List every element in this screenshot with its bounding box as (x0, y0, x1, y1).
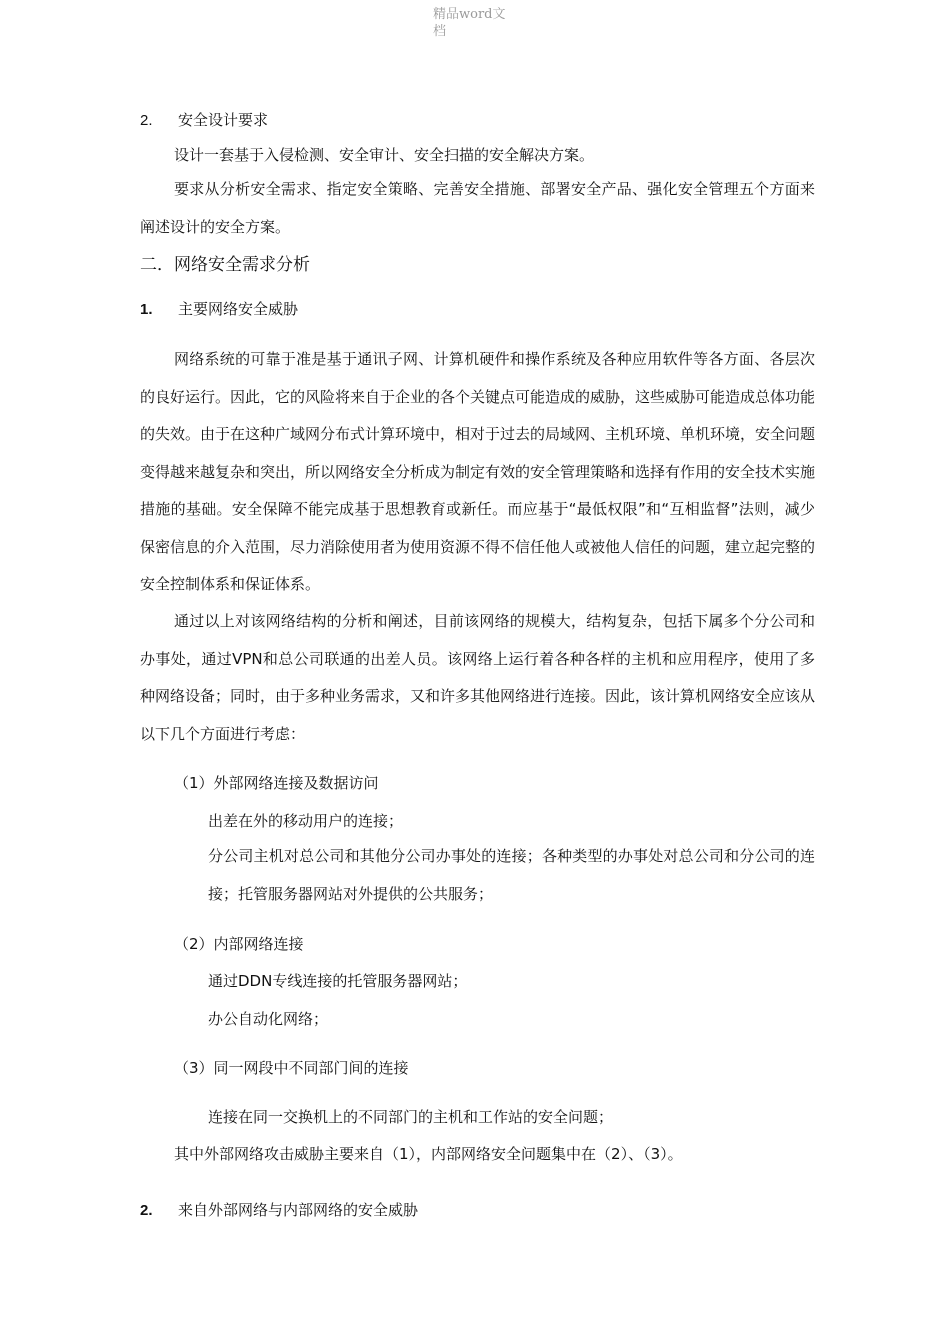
list-item-heading (174, 773, 379, 793)
list-item-line: 连接在同一交换机上的不同部门的主机和工作站的安全问题； (208, 1108, 614, 1126)
subsection-number: 2. (140, 1202, 153, 1219)
subsection-title: 主要网络安全威胁 (178, 300, 299, 318)
list-item-number: （2） (174, 935, 214, 953)
list-item-line: 办公自动化网络； (208, 1010, 329, 1028)
chapter-heading: 二．网络安全需求分析 (140, 255, 310, 275)
subsection-title: 来自外部网络与内部网络的安全威胁 (178, 1201, 419, 1219)
subsection-heading-2 (140, 1200, 419, 1221)
paragraph: 网络系统的可靠于准是基于通讯子网、计算机硬件和操作系统及各种应用软件等各方面、各层次的良好运行。因此，它的风险将来自于企业的各个关键点可能造成的威胁，这些威胁可能造成总体功能的失效。由于在这种广域网分布式计算环境中，相对于过去的局域网、主机环境、单机环境，安全问题变得越来越复杂和突出，所以网络安全分析成为制定有效的安全管理策略和选择有作用的安全技术实施措施的基础。安全保障不能完成基于思想教育或新任。而应基于“最低权限”和“互相监督”法则，减少保密信息的介入范围，尽力消除使用者为使用资源不得不信任他人或被他人信任的问题，建立起完整的安全控制体系和保证体系。 (140, 350, 816, 593)
section-title: 安全设计要求 (178, 111, 269, 129)
list-item-heading (174, 934, 304, 954)
list-item-paragraph: 分公司主机对总公司和其他分公司办事处的连接；各种类型的办事处对总公司和分公司的连接；托管服务器网站对外提供的公共服务； (208, 847, 815, 903)
summary-paragraph: 其中外部网络攻击威胁主要来自（1），内部网络安全问题集中在（2）、（3）。 (174, 1145, 683, 1163)
section-heading-2 (140, 110, 269, 131)
list-item-heading (174, 1058, 409, 1078)
subsection-heading-1 (140, 299, 299, 320)
document-watermark: 精品word文档 (433, 7, 506, 39)
list-item-line: 出差在外的移动用户的连接； (208, 812, 404, 830)
list-item-title: 内部网络连接 (213, 935, 304, 953)
paragraph: 要求从分析安全需求、指定安全策略、完善安全措施、部署安全产品、强化安全管理五个方面来阐述设计的安全方案。 (140, 180, 815, 236)
subsection-number: 1. (140, 301, 153, 318)
list-item-number: （3） (174, 1059, 214, 1077)
paragraph: 通过以上对该网络结构的分析和阐述，目前该网络的规模大，结构复杂，包括下属多个分公司和办事处，通过VPN和总公司联通的出差人员。该网络上运行着各种各样的主机和应用程序，使用了多种网络设备；同时，由于多种业务需求，又和许多其他网络进行连接。因此，该计算机网络安全应该从以下几个方面进行考虑： (140, 612, 816, 743)
list-item-number: （1） (174, 774, 214, 792)
list-item-line: 通过DDN专线连接的托管服务器网站； (208, 972, 468, 990)
list-item-title: 外部网络连接及数据访问 (213, 774, 379, 792)
section-number: 2. (140, 112, 153, 129)
paragraph: 设计一套基于入侵检测、安全审计、安全扫描的安全解决方案。 (174, 146, 595, 164)
list-item-title: 同一网段中不同部门间的连接 (213, 1059, 409, 1077)
